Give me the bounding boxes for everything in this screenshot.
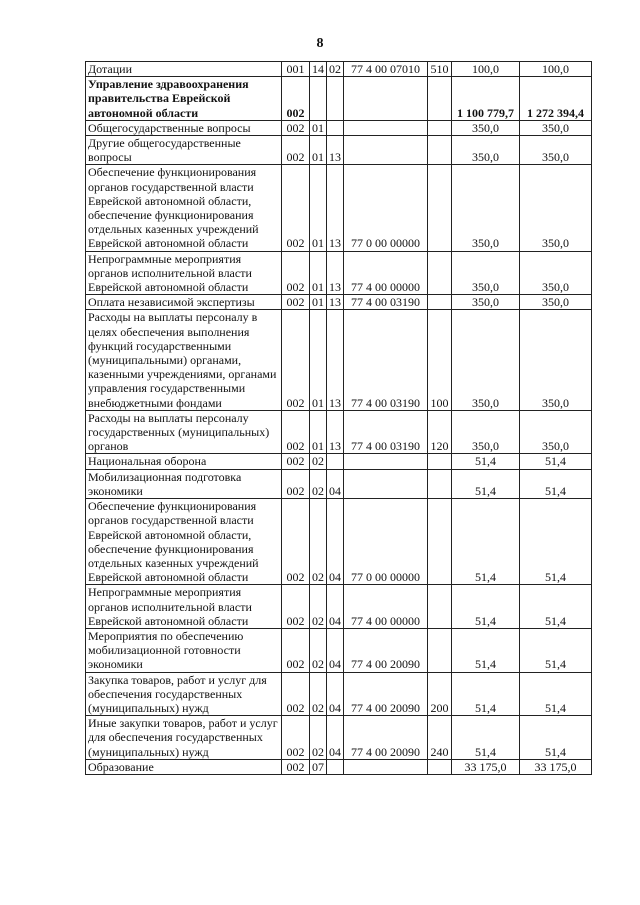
section-code: 01 xyxy=(310,295,327,310)
row-name: Иные закупки товаров, работ и услуг для обеспечения государственных (муниципальных) нужд xyxy=(86,716,282,760)
subsection-code xyxy=(327,759,344,774)
subsection-code xyxy=(327,120,344,135)
section-code: 02 xyxy=(310,585,327,629)
amount-year-1: 51,4 xyxy=(452,628,520,672)
ministry-code: 002 xyxy=(282,454,310,469)
expense-type-code xyxy=(428,585,452,629)
expense-type-code xyxy=(428,120,452,135)
table-row xyxy=(86,469,592,498)
ministry-code: 002 xyxy=(282,251,310,295)
table-row xyxy=(86,77,592,121)
expense-type-code xyxy=(428,469,452,498)
section-code: 01 xyxy=(310,136,327,165)
table-row xyxy=(86,251,592,295)
subsection-code: 04 xyxy=(327,628,344,672)
amount-year-2: 350,0 xyxy=(520,120,592,135)
amount-year-2: 350,0 xyxy=(520,310,592,410)
target-article-code: 77 0 00 00000 xyxy=(344,165,428,251)
amount-year-1: 51,4 xyxy=(452,469,520,498)
page-number: 8 xyxy=(316,36,324,51)
row-name: Другие общегосударственные вопросы xyxy=(86,136,282,165)
target-article-code xyxy=(344,759,428,774)
expense-type-code xyxy=(428,759,452,774)
table-row xyxy=(86,165,592,251)
target-article-code: 77 0 00 00000 xyxy=(344,499,428,585)
amount-year-2: 350,0 xyxy=(520,295,592,310)
expense-type-code xyxy=(428,136,452,165)
expense-type-code xyxy=(428,628,452,672)
amount-year-2: 51,4 xyxy=(520,469,592,498)
table-row xyxy=(86,499,592,585)
amount-year-1: 350,0 xyxy=(452,410,520,454)
subsection-code xyxy=(327,77,344,121)
subsection-code: 13 xyxy=(327,251,344,295)
amount-year-2: 350,0 xyxy=(520,136,592,165)
row-name: Управление здравоохранения правительства Еврейской автономной области xyxy=(86,77,282,121)
target-article-code: 77 4 00 20090 xyxy=(344,716,428,760)
subsection-code: 04 xyxy=(327,469,344,498)
target-article-code xyxy=(344,454,428,469)
subsection-code: 02 xyxy=(327,62,344,77)
amount-year-1: 51,4 xyxy=(452,454,520,469)
row-name: Национальная оборона xyxy=(86,454,282,469)
amount-year-2: 51,4 xyxy=(520,672,592,716)
section-code: 14 xyxy=(310,62,327,77)
expense-type-code xyxy=(428,251,452,295)
target-article-code: 77 4 00 03190 xyxy=(344,410,428,454)
table-row xyxy=(86,136,592,165)
amount-year-1: 51,4 xyxy=(452,499,520,585)
subsection-code: 13 xyxy=(327,310,344,410)
amount-year-1: 350,0 xyxy=(452,165,520,251)
table-row xyxy=(86,454,592,469)
amount-year-1: 100,0 xyxy=(452,62,520,77)
subsection-code: 13 xyxy=(327,136,344,165)
subsection-code: 13 xyxy=(327,295,344,310)
section-code: 01 xyxy=(310,120,327,135)
amount-year-1: 350,0 xyxy=(452,120,520,135)
expense-type-code xyxy=(428,454,452,469)
amount-year-2: 100,0 xyxy=(520,62,592,77)
ministry-code: 002 xyxy=(282,469,310,498)
amount-year-1: 1 100 779,7 xyxy=(452,77,520,121)
ministry-code: 002 xyxy=(282,499,310,585)
ministry-code: 002 xyxy=(282,628,310,672)
target-article-code: 77 4 00 20090 xyxy=(344,628,428,672)
row-name: Мобилизационная подготовка экономики xyxy=(86,469,282,498)
amount-year-2: 51,4 xyxy=(520,499,592,585)
amount-year-2: 51,4 xyxy=(520,716,592,760)
amount-year-2: 51,4 xyxy=(520,454,592,469)
table-row xyxy=(86,585,592,629)
row-name: Расходы на выплаты персоналу государственных (муниципальных) органов xyxy=(86,410,282,454)
amount-year-1: 350,0 xyxy=(452,310,520,410)
section-code: 02 xyxy=(310,499,327,585)
ministry-code: 002 xyxy=(282,410,310,454)
amount-year-1: 51,4 xyxy=(452,716,520,760)
target-article-code: 77 4 00 00000 xyxy=(344,251,428,295)
amount-year-2: 350,0 xyxy=(520,165,592,251)
subsection-code xyxy=(327,454,344,469)
subsection-code: 04 xyxy=(327,585,344,629)
expense-type-code: 200 xyxy=(428,672,452,716)
amount-year-2: 350,0 xyxy=(520,410,592,454)
table-row xyxy=(86,120,592,135)
budget-table xyxy=(85,61,592,775)
subsection-code: 04 xyxy=(327,716,344,760)
expense-type-code: 120 xyxy=(428,410,452,454)
amount-year-2: 350,0 xyxy=(520,251,592,295)
expense-type-code: 100 xyxy=(428,310,452,410)
row-name: Закупка товаров, работ и услуг для обеспечения государственных (муниципальных) нужд xyxy=(86,672,282,716)
section-code: 02 xyxy=(310,469,327,498)
section-code: 01 xyxy=(310,310,327,410)
row-name: Образование xyxy=(86,759,282,774)
target-article-code xyxy=(344,469,428,498)
target-article-code xyxy=(344,77,428,121)
table-row xyxy=(86,672,592,716)
section-code xyxy=(310,77,327,121)
ministry-code: 002 xyxy=(282,716,310,760)
row-name: Непрограммные мероприятия органов исполнительной власти Еврейской автономной области xyxy=(86,585,282,629)
row-name: Общегосударственные вопросы xyxy=(86,120,282,135)
target-article-code: 77 4 00 00000 xyxy=(344,585,428,629)
ministry-code: 002 xyxy=(282,585,310,629)
row-name: Обеспечение функционирования органов государственной власти Еврейской автономной области, обеспечение функционирования отдельных казенных учреждений Еврейской автономной области xyxy=(86,165,282,251)
amount-year-2: 51,4 xyxy=(520,585,592,629)
subsection-code: 13 xyxy=(327,410,344,454)
amount-year-1: 33 175,0 xyxy=(452,759,520,774)
ministry-code: 002 xyxy=(282,120,310,135)
subsection-code: 04 xyxy=(327,499,344,585)
amount-year-1: 350,0 xyxy=(452,251,520,295)
ministry-code: 002 xyxy=(282,295,310,310)
amount-year-2: 1 272 394,4 xyxy=(520,77,592,121)
expense-type-code xyxy=(428,295,452,310)
table-row xyxy=(86,295,592,310)
target-article-code: 77 4 00 03190 xyxy=(344,295,428,310)
row-name: Оплата независимой экспертизы xyxy=(86,295,282,310)
ministry-code: 001 xyxy=(282,62,310,77)
expense-type-code xyxy=(428,77,452,121)
target-article-code xyxy=(344,136,428,165)
expense-type-code: 240 xyxy=(428,716,452,760)
section-code: 01 xyxy=(310,165,327,251)
row-name: Расходы на выплаты персоналу в целях обеспечения выполнения функций государственными (муниципальными) органами, казенными учреждениями, органами управления государственными внебюджетными фондами xyxy=(86,310,282,410)
section-code: 01 xyxy=(310,410,327,454)
section-code: 02 xyxy=(310,454,327,469)
section-code: 02 xyxy=(310,672,327,716)
row-name: Непрограммные мероприятия органов исполнительной власти Еврейской автономной области xyxy=(86,251,282,295)
row-name: Мероприятия по обеспечению мобилизационной готовности экономики xyxy=(86,628,282,672)
table-row xyxy=(86,716,592,760)
table-row xyxy=(86,310,592,410)
subsection-code: 13 xyxy=(327,165,344,251)
ministry-code: 002 xyxy=(282,759,310,774)
target-article-code: 77 4 00 20090 xyxy=(344,672,428,716)
ministry-code: 002 xyxy=(282,77,310,121)
ministry-code: 002 xyxy=(282,165,310,251)
target-article-code xyxy=(344,120,428,135)
expense-type-code xyxy=(428,165,452,251)
ministry-code: 002 xyxy=(282,310,310,410)
table-row xyxy=(86,62,592,77)
amount-year-2: 51,4 xyxy=(520,628,592,672)
table-row xyxy=(86,759,592,774)
section-code: 02 xyxy=(310,628,327,672)
amount-year-1: 350,0 xyxy=(452,295,520,310)
section-code: 07 xyxy=(310,759,327,774)
section-code: 01 xyxy=(310,251,327,295)
target-article-code: 77 4 00 03190 xyxy=(344,310,428,410)
ministry-code: 002 xyxy=(282,136,310,165)
table-row xyxy=(86,410,592,454)
amount-year-1: 51,4 xyxy=(452,672,520,716)
amount-year-1: 350,0 xyxy=(452,136,520,165)
expense-type-code xyxy=(428,499,452,585)
section-code: 02 xyxy=(310,716,327,760)
amount-year-2: 33 175,0 xyxy=(520,759,592,774)
target-article-code: 77 4 00 07010 xyxy=(344,62,428,77)
table-row xyxy=(86,628,592,672)
row-name: Обеспечение функционирования органов государственной власти Еврейской автономной области, обеспечение функционирования отдельных казенных учреждений Еврейской автономной области xyxy=(86,499,282,585)
amount-year-1: 51,4 xyxy=(452,585,520,629)
row-name: Дотации xyxy=(86,62,282,77)
subsection-code: 04 xyxy=(327,672,344,716)
ministry-code: 002 xyxy=(282,672,310,716)
expense-type-code: 510 xyxy=(428,62,452,77)
